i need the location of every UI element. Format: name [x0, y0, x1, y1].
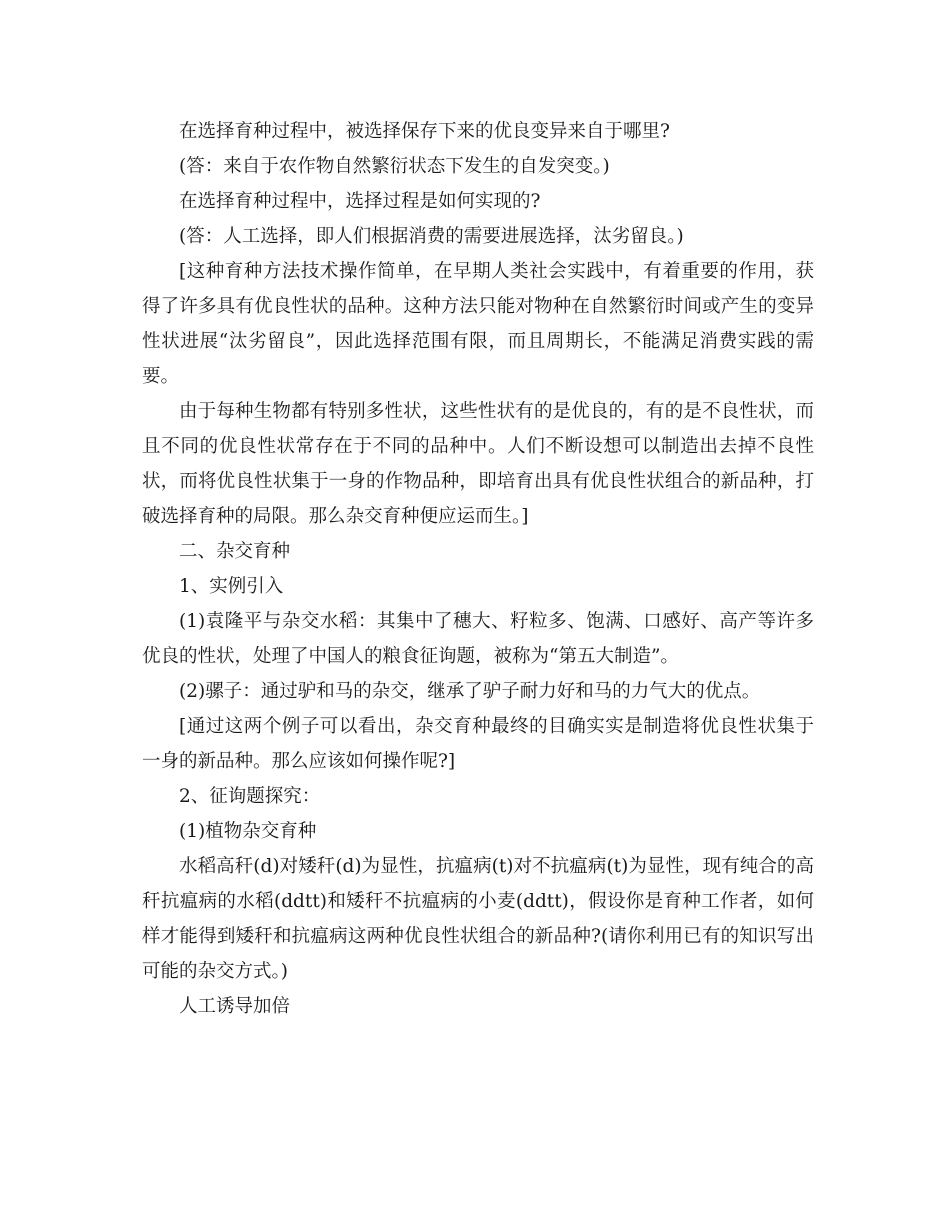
paragraph-question-source: 在选择育种过程中，被选择保存下来的优良变异来自于哪里?	[179, 121, 670, 142]
document-body	[142, 114, 814, 1024]
paragraph-examples-conclusion: [通过这两个例子可以看出，杂交育种最终的目确实实是制造将优良性状集于一身的新品种。那么应该如何操作呢?]	[142, 716, 814, 772]
section-heading-hybrid-breeding: 二、杂交育种	[179, 541, 291, 562]
paragraph-example-mule: (2)骡子：通过驴和马的杂交，继承了驴子耐力好和马的力气大的优点。	[179, 681, 761, 702]
subheading-examples: 1、实例引入	[179, 576, 284, 597]
paragraph-answer-process: (答：人工选择，即人们根据消费的需要进展选择，汰劣留良。)	[179, 226, 684, 247]
paragraph-rice-problem: 水稻高秆(d)对矮秆(d)为显性，抗瘟病(t)对不抗瘟病(t)为显性，现有纯合的高秆抗瘟病的水稻(ddtt)和矮秆不抗瘟病的小麦(ddtt)，假设你是育种工作者，如何样才能得到矮秆和抗瘟病这两种优良性状组合的新品种?(请你利用已有的知识写出可能的杂交方式。)	[142, 856, 814, 982]
paragraph-selection-summary: [这种育种方法技术操作简单，在早期人类社会实践中，有着重要的作用，获得了许多具有优良性状的品种。这种方法只能对物种在自然繁衍时间或产生的变异性状进展“汰劣留良”，因此选择范围有限，而且周期长，不能满足消费实践的需要。	[142, 261, 814, 387]
paragraph-hybrid-motivation: 由于每种生物都有特别多性状，这些性状有的是优良的，有的是不良性状，而且不同的优良性状常存在于不同的品种中。人们不断设想可以制造出去掉不良性状，而将优良性状集于一身的作物品种，即培育出具有优良性状组合的新品种，打破选择育种的局限。那么杂交育种便应运而生。]	[142, 401, 814, 527]
paragraph-answer-source: (答：来自于农作物自然繁衍状态下发生的自发突变。)	[179, 156, 610, 177]
paragraph-example-rice: (1)袁隆平与杂交水稻：其集中了穗大、籽粒多、饱满、口感好、高产等许多优良的性状，处理了中国人的粮食征询题，被称为“第五大制造”。	[142, 611, 814, 667]
subheading-plant-hybrid: (1)植物杂交育种	[179, 821, 317, 842]
subheading-problem-inquiry: 2、征询题探究：	[179, 786, 321, 807]
paragraph-question-process: 在选择育种过程中，选择过程是如何实现的?	[179, 191, 541, 212]
paragraph-artificial-doubling: 人工诱导加倍	[179, 996, 291, 1017]
